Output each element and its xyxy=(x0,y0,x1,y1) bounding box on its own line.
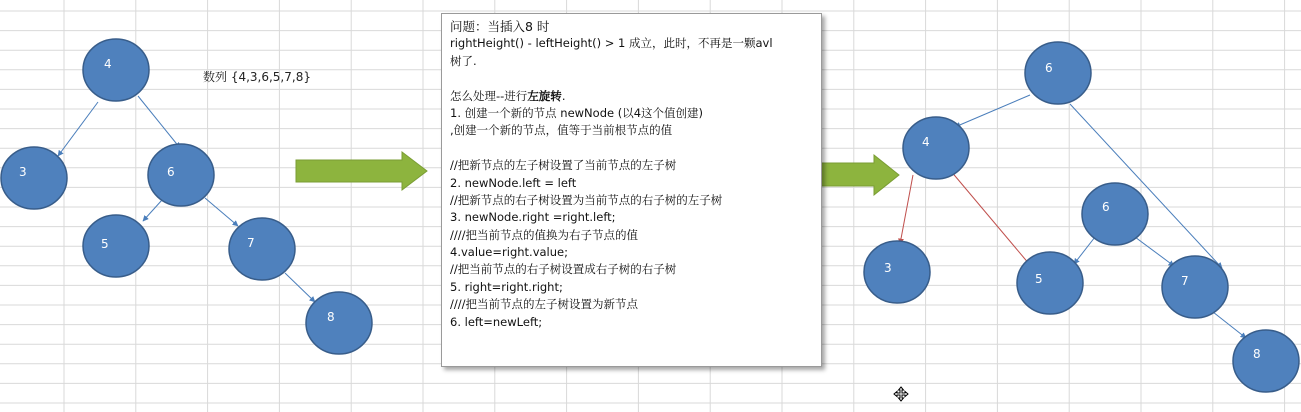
text-line: 问题：当插入8 时 xyxy=(450,19,550,34)
left-node-3 xyxy=(1,147,67,209)
text-line: //把新节点的右子树设置为当前节点的右子树的左子树 xyxy=(450,192,723,207)
edge-6-7 xyxy=(205,198,238,226)
left-node-7 xyxy=(229,218,295,280)
blank-line xyxy=(450,70,815,87)
right-node-8-label: 8 xyxy=(1253,347,1261,361)
text-line: 3. newNode.right =right.left; xyxy=(450,210,616,225)
text-line: rightHeight() - leftHeight() > 1 成立，此时，不再是一颗avl xyxy=(450,36,773,51)
left-node-4 xyxy=(83,39,149,101)
edge-4-3 xyxy=(900,175,913,244)
right-node-7-label: 7 xyxy=(1181,274,1189,288)
edge-7-8 xyxy=(1213,312,1246,338)
text-line: 2. newNode.left = left xyxy=(450,175,577,190)
edge-4-5 xyxy=(950,170,1030,265)
left-rotation-emphasis: 左旋转 xyxy=(527,88,562,103)
edge-6b-5 xyxy=(1074,237,1095,264)
right-tree-nodes xyxy=(864,42,1299,392)
right-node-4-label: 4 xyxy=(922,135,930,149)
right-node-3-label: 3 xyxy=(884,261,892,275)
edge-4-6 xyxy=(138,96,180,148)
text-line: ////把当前节点的左子树设置为新节点 xyxy=(450,297,638,312)
right-node-7 xyxy=(1162,256,1228,318)
left-node-8 xyxy=(306,292,372,354)
right-node-5-label: 5 xyxy=(1035,272,1043,286)
sequence-label: 数列 {4,3,6,5,7,8} xyxy=(203,70,311,84)
move-cursor-icon xyxy=(893,386,909,402)
edge-6-4 xyxy=(955,95,1030,127)
edge-6-5 xyxy=(143,200,162,221)
left-node-8-label: 8 xyxy=(327,310,335,324)
text-line: 1. 创建一个新的节点 newNode (以4这个值创建) xyxy=(450,105,704,120)
text-line-suffix: . xyxy=(561,88,566,103)
text-line: ////把当前节点的值换为右子节点的值 xyxy=(450,227,638,242)
right-node-6-sub xyxy=(1082,183,1148,245)
right-node-6-root xyxy=(1025,42,1091,104)
left-node-3-label: 3 xyxy=(19,165,27,179)
text-line: 树了. xyxy=(450,53,477,68)
left-node-6-label: 6 xyxy=(167,165,175,179)
right-node-8 xyxy=(1233,330,1299,392)
edge-6-7 xyxy=(1070,104,1222,268)
edge-6b-7 xyxy=(1135,237,1174,266)
text-line: ,创建一个新的节点，值等于当前根节点的值 xyxy=(450,123,673,138)
text-line xyxy=(450,88,815,105)
right-node-6-root-label: 6 xyxy=(1045,61,1053,75)
explanation-textbox[interactable] xyxy=(441,13,822,367)
arrow-right-icon xyxy=(296,152,427,190)
right-node-3 xyxy=(864,241,930,303)
text-line: 4.value=right.value; xyxy=(450,245,568,260)
blank-line xyxy=(450,140,815,157)
edge-7-8 xyxy=(285,273,315,302)
left-node-5 xyxy=(83,215,149,277)
right-node-6-sub-label: 6 xyxy=(1102,200,1110,214)
left-node-7-label: 7 xyxy=(247,236,255,250)
text-line: //把新节点的左子树设置了当前节点的左子树 xyxy=(450,158,677,173)
right-node-5 xyxy=(1017,252,1083,314)
left-node-4-label: 4 xyxy=(104,57,112,71)
left-node-5-label: 5 xyxy=(101,237,109,251)
left-node-6 xyxy=(148,144,214,206)
text-line-prefix: 怎么处理--进行 xyxy=(450,88,528,103)
right-node-4 xyxy=(903,117,969,179)
text-line: 5. right=right.right; xyxy=(450,279,563,294)
edge-4-3 xyxy=(58,102,98,156)
left-tree-nodes xyxy=(1,39,372,354)
text-line: 6. left=newLeft; xyxy=(450,314,543,329)
text-line: //把当前节点的右子树设置成右子树的右子树 xyxy=(450,262,677,277)
